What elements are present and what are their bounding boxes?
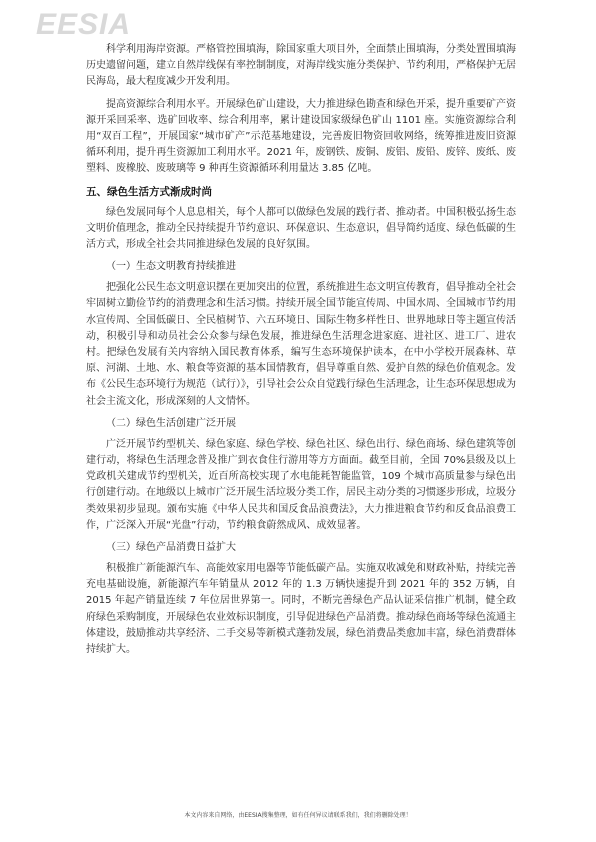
footer-disclaimer: 本文内容来自网络，由EESIA搜集整理，如有任何异议请联系我们，我们将删除处理！ [184, 812, 412, 819]
subheading-eco-education: （一）生态文明教育持续推进 [106, 261, 236, 273]
paragraph-green-development-intro: 绿色发展同每个人息息相关，每个人都可以做绿色发展的践行者、推动者。中国积极弘扬生态文明价值理念，推动全民持续提升节约意识、环保意识、生态意识，倡导简约适度、绿色低碳的生活方式，形成全社会共同推进绿色发展的良好氛围。 [86, 206, 516, 251]
eesia-logo: EESIA [36, 8, 132, 41]
paragraph-eco-education: 把强化公民生态文明意识摆在更加突出的位置，系统推进生态文明宣传教育，倡导推动全社会牢固树立勤俭节约的消费理念和生活习惯。持续开展全国节能宣传周、中国水周、全国城市节约用水宣传周、全国低碳日、全民植树节、六五环境日、国际生物多样性日、世界地球日等主题宣传活动，积极引导和动员社会公众参与绿色发展，推进绿色生活理念进家庭、进社区、进工厂、进农村。把绿色发展有关内容纳入国民教育体系，编写生态环境保护读本，在中小学校开展森林、草原、河湖、土地、水、粮食等资源的基本国情教育，倡导尊重自然、爱护自然的绿色价值观念。发布《公民生态环境行为规范（试行）》，引导社会公众自觉践行绿色生活理念，让生态环保思想成为社会主流文化，形成深刻的人文情怀。 [86, 282, 516, 407]
subheading-green-creation: （二）绿色生活创建广泛开展 [106, 417, 236, 429]
document-body [86, 42, 516, 664]
paragraph-green-creation: 广泛开展节约型机关、绿色家庭、绿色学校、绿色社区、绿色出行、绿色商场、绿色建筑等创建行动，将绿色生活理念普及推广到衣食住行游用等方方面面。截至目前，全国 70%县级及以上党政机关建成节约型机关，近百所高校实现了水电能耗智能监管，109 个城市高质量参与绿色出行创建行动。在地级以上城市广泛开展生活垃圾分类工作，居民主动分类的习惯逐步形成，垃圾分类效果初步显现。颁布实施《中华人民共和国反食品浪费法》，大力推进粮食节约和反食品浪费工作，广泛深入开展“光盘”行动，节约粮食蔚然成风、成效显著。 [86, 438, 516, 531]
section-heading-green-lifestyle: 五、绿色生活方式渐成时尚 [86, 185, 212, 198]
paragraph-green-products: 积极推广新能源汽车、高能效家用电器等节能低碳产品。实施双收减免和财政补贴，持续完善充电基础设施，新能源汽车年销量从 2012 年的 1.3 万辆快速提升到 2021 年的 352 万辆，自 2015 年起产销量连续 7 年位居世界第一。同时，不断完善绿色产品认证采信推广机制，健全政府绿色采购制度，开展绿色农业效标识制度，引导促进绿色产品消费。推动绿色商场等绿色流通主体建设，鼓励推动共享经济、二手交易等新模式蓬勃发展，绿色消费品类愈加丰富，绿色消费群体持续扩大。 [86, 563, 516, 656]
paragraph-resource-utilization: 提高资源综合利用水平。开展绿色矿山建设，大力推进绿色勘查和绿色开采，提升重要矿产资源开采回采率、选矿回收率、综合利用率，累计建设国家级绿色矿山 1101 座。实施资源综合利用“双百工程”，开展国家“城市矿产”示范基地建设，完善废旧物资回收网络，统筹推进废旧资源循环利用，提升再生资源加工利用水平。2021 年，废钢铁、废铜、废铝、废铅、废锌、废纸、废塑料、废橡胶、废玻璃等 9 种再生资源循环利用量达 3.85 亿吨。 [86, 98, 516, 175]
subheading-green-products: （三）绿色产品消费日益扩大 [106, 542, 236, 554]
paragraph-coastal-resources: 科学利用海岸资源。严格管控围填海，除国家重大项目外，全面禁止围填海，分类处置围填海历史遗留问题，建立自然岸线保有率控制制度，对海岸线实施分类保护、节约利用，严格保护无居民海岛，最大程度减少开发利用。 [86, 44, 516, 88]
